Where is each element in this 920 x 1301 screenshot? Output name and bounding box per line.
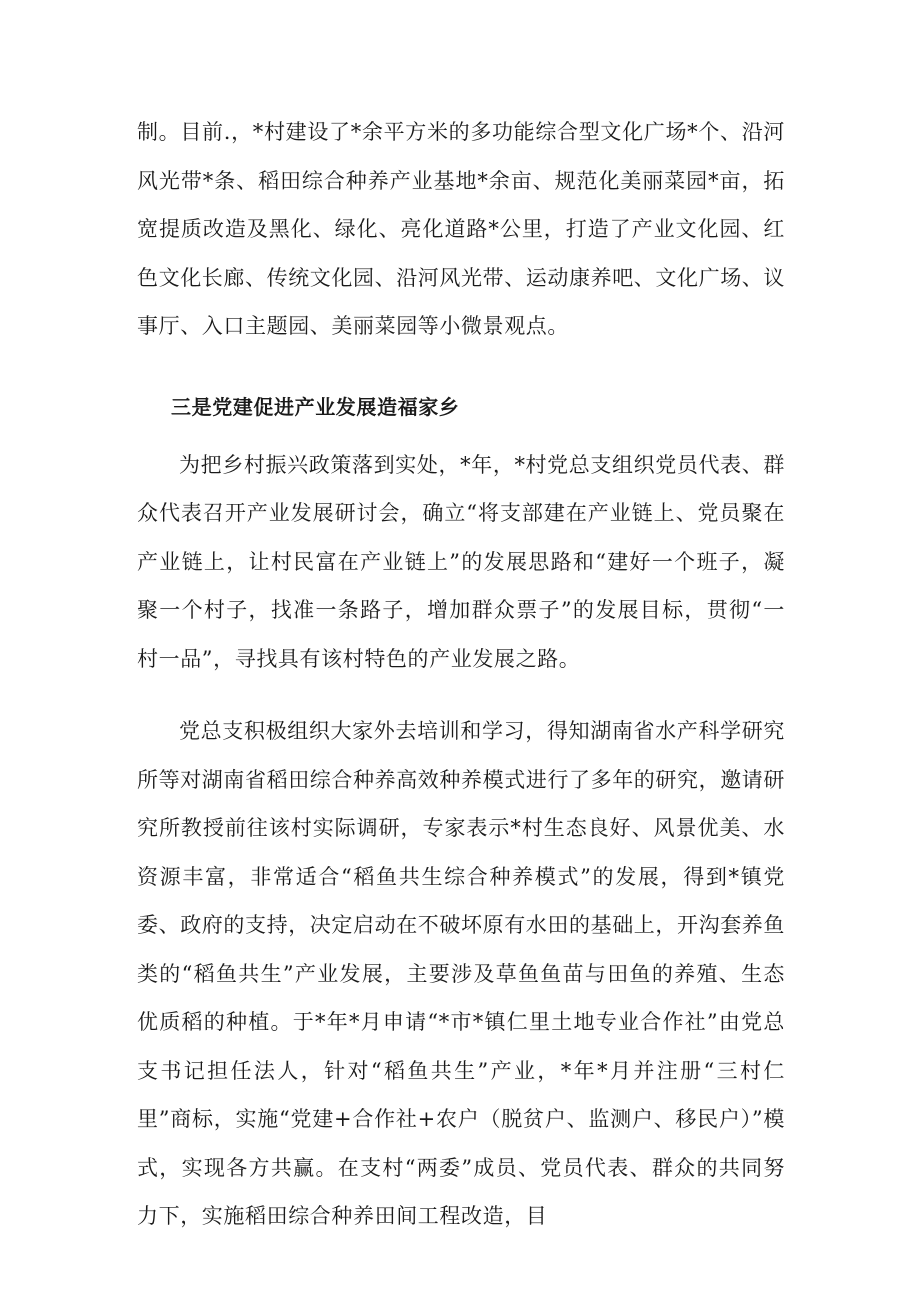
paragraph-development-plan: 为把乡村振兴政策落到实处，*年，*村党总支组织党员代表、群众代表召开产业发展研讨会，确立“将支部建在产业链上、党员聚在产业链上，让村民富在产业链上”的发展思路和“建好一个班子，凝聚一个村子，找准一条路子，增加群众票子”的发展目标，贯彻“一村一品”，寻找具有该村特色的产业发展之路。	[137, 452, 785, 671]
paragraph-rice-fish-model: 党总支积极组织大家外去培训和学习，得知湖南省水产科学研究所等对湖南省稻田综合种养高效种养模式进行了多年的研究，邀请研究所教授前往该村实际调研，专家表示*村生态良好、风景优美、水资源丰富，非常适合“稻鱼共生综合种养模式”的发展，得到*镇党委、政府的支持，决定启动在不破坏原有水田的基础上，开沟套养鱼类的“稻鱼共生”产业发展，主要涉及草鱼鱼苗与田鱼的养殖、生态优质稻的种植。于*年*月申请“*市*镇仁里土地专业合作社”由党总支书记担任法人，针对“稻鱼共生”产业，*年*月并注册“三村仁里”商标，实施“党建+合作社+农户（脱贫户、监测户、移民户）”模式，实现各方共赢。在支村“两委”成员、党员代表、群众的共同努力下，实施稻田综合种养田间工程改造，目	[137, 719, 785, 1228]
section-heading: 三是党建促进产业发展造福家乡	[171, 394, 460, 419]
paragraph-continued: 制。目前.，*村建设了*余平方米的多功能综合型文化广场*个、沿河风光带*条、稻田综合种养产业基地*余亩、规范化美丽菜园*亩，拓宽提质改造及黑化、绿化、亮化道路*公里，打造了产业文化园、红色文化长廊、传统文化园、沿河风光带、运动康养吧、文化广场、议事厅、入口主题园、美丽菜园等小微景观点。	[137, 120, 785, 338]
document-page	[137, 108, 785, 1241]
